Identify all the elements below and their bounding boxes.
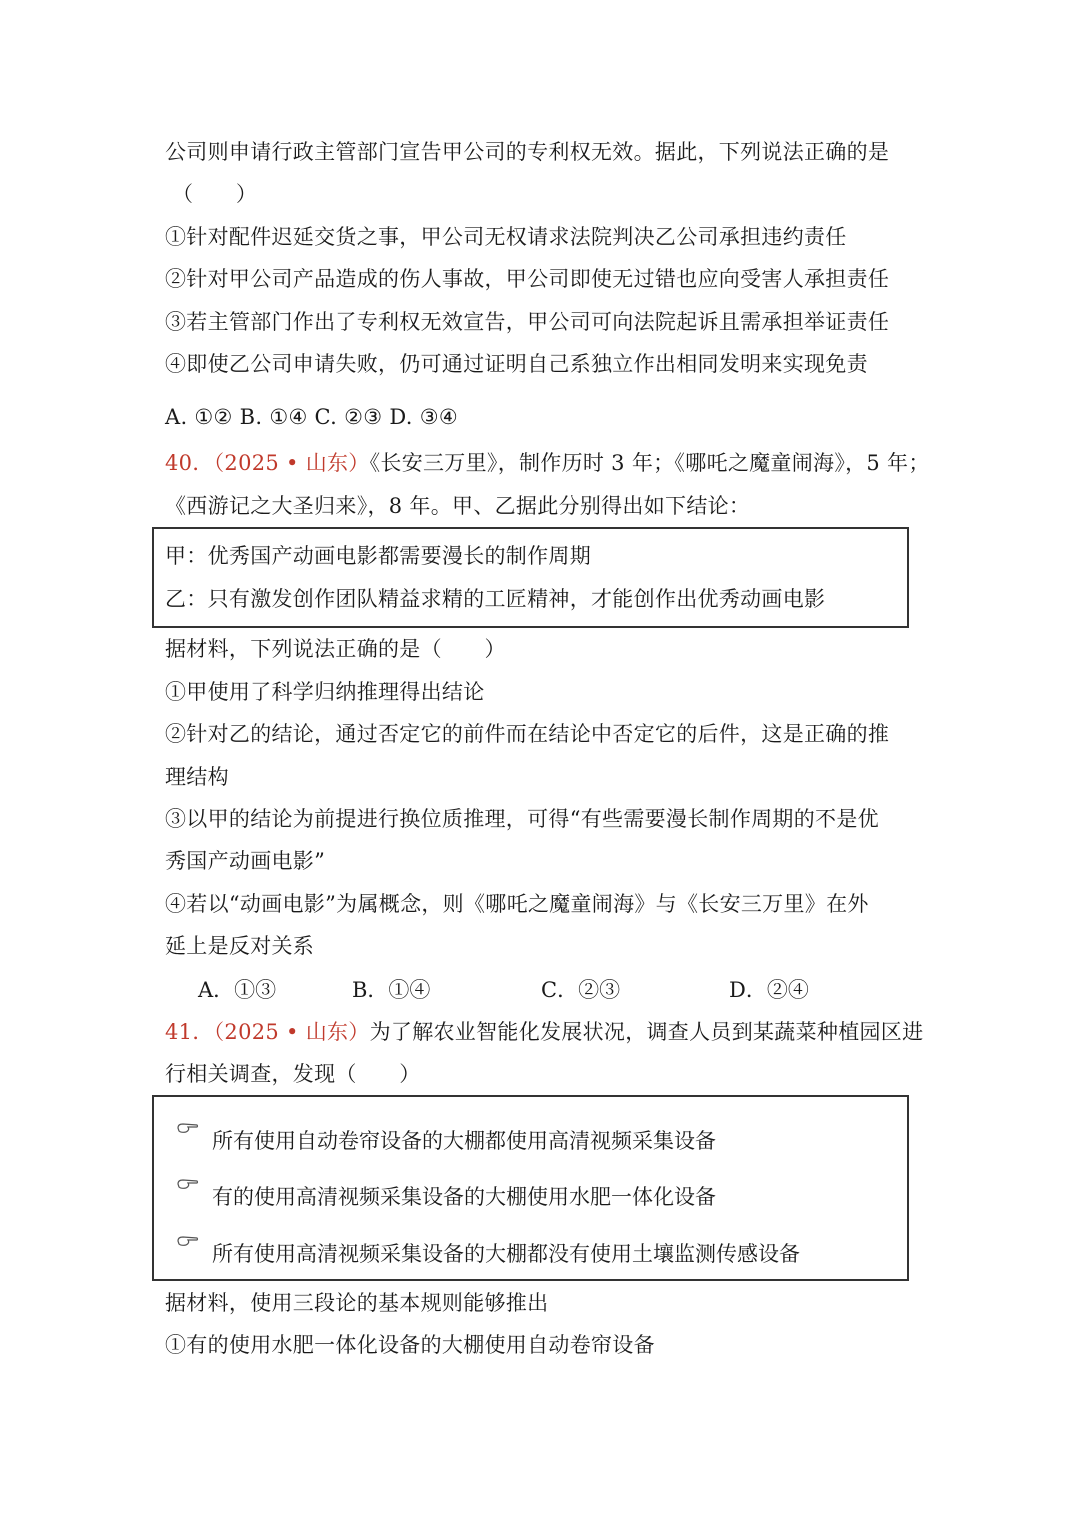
prev-choices: A. ①② B. ①④ C. ②③ D. ③④ [165, 405, 458, 429]
q40-choice-a: A．①③ [198, 978, 277, 1002]
pointing-hand-icon [177, 1122, 199, 1134]
q40-number: 40． [165, 451, 214, 475]
prev-option-4: ④即使乙公司申请失败，仍可通过证明自己系独立作出相同发明来实现免责 [165, 352, 868, 376]
q40-choice-d: D．②④ [729, 978, 809, 1002]
q40-option-2: ②针对乙的结论，通过否定它的前件而在结论中否定它的后件，这是正确的推 [165, 722, 890, 746]
q41-option-1: ①有的使用水肥一体化设备的大棚使用自动卷帘设备 [165, 1333, 655, 1357]
q41-box-line-2: 有的使用高清视频采集设备的大棚使用水肥一体化设备 [212, 1185, 716, 1209]
q41-stem-line1 [165, 1018, 923, 1046]
q41-stem-text: 为了解农业智能化发展状况，调查人员到某蔬菜种植园区进 [369, 1020, 924, 1044]
q40-option-1: ①甲使用了科学归纳推理得出结论 [165, 680, 485, 704]
q40-prompt: 据材料，下列说法正确的是（ ） [165, 637, 506, 661]
q41-stem-line2: 行相关调查，发现（ ） [165, 1062, 421, 1086]
q40-option-3: ③以甲的结论为前提进行换位质推理，可得“有些需要漫长制作周期的不是优 [165, 807, 879, 831]
q40-option-2-cont: 理结构 [165, 765, 229, 789]
q40-stem-text: 《长安三万里》，制作历时 3 年；《哪吒之魔童闹海》，5 年； [369, 451, 930, 475]
prev-option-2: ②针对甲公司产品造成的伤人事故，甲公司即使无过错也应向受害人承担责任 [165, 267, 890, 291]
prev-option-3: ③若主管部门作出了专利权无效宣告，甲公司可向法院起诉且需承担举证责任 [165, 310, 890, 334]
q41-box-line-3: 所有使用高清视频采集设备的大棚都没有使用土壤监测传感设备 [212, 1242, 800, 1266]
q40-source: （2025 • 山东） [213, 451, 370, 475]
q40-option-4-cont: 延上是反对关系 [165, 934, 315, 958]
q40-option-3-cont: 秀国产动画电影” [165, 849, 326, 873]
pointing-hand-icon [177, 1178, 199, 1190]
q40-option-4: ④若以“动画电影”为属概念，则《哪吒之魔童闹海》与《长安三万里》在外 [165, 892, 869, 916]
q40-box-line-2: 乙：只有激发创作团队精益求精的工匠精神，才能创作出优秀动画电影 [165, 587, 826, 611]
q41-number: 41． [165, 1020, 214, 1044]
prev-option-1: ①针对配件迟延交货之事，甲公司无权请求法院判决乙公司承担违约责任 [165, 225, 847, 249]
pointing-hand-icon [177, 1235, 199, 1247]
q41-source: （2025 • 山东） [213, 1020, 370, 1044]
q40-stem-line1 [165, 449, 930, 477]
q41-box-line-1: 所有使用自动卷帘设备的大棚都使用高清视频采集设备 [212, 1129, 716, 1153]
q40-choice-b: B．①④ [352, 978, 431, 1002]
q40-box-line-1: 甲：优秀国产动画电影都需要漫长的制作周期 [165, 544, 591, 568]
q40-choice-c: C．②③ [541, 978, 621, 1002]
prev-stem-end: 公司则申请行政主管部门宣告甲公司的专利权无效。据此，下列说法正确的是 [165, 140, 890, 164]
q40-stem-line2: 《西游记之大圣归来》，8 年。甲、乙据此分别得出如下结论： [165, 494, 751, 518]
q41-prompt: 据材料，使用三段论的基本规则能够推出 [165, 1291, 549, 1315]
prev-blank: （ ） [172, 182, 258, 206]
